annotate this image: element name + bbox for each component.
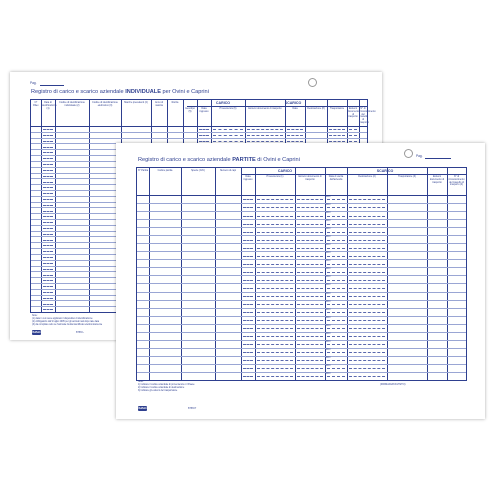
date-field[interactable] [43,298,53,299]
mo-label: M/O [326,299,331,303]
column-header: Trasportatore [329,107,345,110]
date-field[interactable] [327,256,345,257]
column-header: Estremi documento di trasporto [347,107,360,119]
column-header: N° Rilev. [33,101,39,107]
date-field[interactable] [43,193,53,194]
table-row [137,340,466,341]
date-field[interactable] [297,264,323,265]
notes [138,381,298,393]
date-field[interactable] [43,228,53,229]
date-field[interactable] [297,368,323,369]
punch-hole [308,78,317,87]
date-field[interactable] [243,240,253,241]
date-field[interactable] [257,264,293,265]
page-number-line [425,158,451,159]
column-header: Anno di nascita [154,101,164,107]
column-header: Data ingresso [243,175,253,181]
date-field[interactable] [243,199,253,200]
date-field[interactable] [327,312,345,313]
batch-register-sheet [116,143,485,419]
date-field[interactable] [297,304,323,305]
date-field[interactable] [349,360,385,361]
date-field[interactable] [297,352,323,353]
table-row [137,243,466,244]
date-field[interactable] [297,296,323,297]
date-field[interactable] [327,207,345,208]
brand-logo: Buffetti [138,407,147,410]
carico-group-label: CARICO [277,169,293,173]
date-field[interactable] [297,280,323,281]
page-label: Pag. [416,154,423,158]
date-field[interactable] [43,129,53,130]
date-field[interactable] [287,135,303,136]
date-field[interactable] [327,288,345,289]
date-field[interactable] [257,224,293,225]
table-row [137,259,466,260]
date-field[interactable] [43,292,53,293]
table-row [137,203,466,204]
date-field[interactable] [257,312,293,313]
date-field[interactable] [257,248,293,249]
date-field[interactable] [297,207,323,208]
date-field[interactable] [297,288,323,289]
note-line: 2) Indicare il codice aziendale di destinazione [138,386,185,389]
punch-hole [404,149,413,158]
date-field[interactable] [43,158,53,159]
date-field[interactable] [327,360,345,361]
date-field[interactable] [349,304,385,305]
date-field[interactable] [43,269,53,270]
date-field[interactable] [243,344,253,345]
date-field[interactable] [327,232,345,233]
date-field[interactable] [257,368,293,369]
mo-label: M/O [326,243,331,247]
mo-label: M/O [326,219,331,223]
date-field[interactable] [43,251,53,252]
date-field[interactable] [297,360,323,361]
date-field[interactable] [243,280,253,281]
date-field[interactable] [349,312,385,313]
column-header: Numero di capi [219,169,237,172]
date-field[interactable] [243,360,253,361]
table-row [137,316,466,317]
mo-label: M/O [326,259,331,263]
date-field[interactable] [327,272,345,273]
column-header: Provenienza (1) [266,175,284,178]
table-row [137,324,466,325]
date-field[interactable] [257,199,293,200]
date-field[interactable] [257,240,293,241]
date-field[interactable] [247,141,283,142]
date-field[interactable] [329,135,345,136]
date-field[interactable] [43,286,53,287]
table-row [31,138,367,139]
date-field[interactable] [349,135,357,136]
date-field[interactable] [243,207,253,208]
date-field[interactable] [327,376,345,377]
date-field[interactable] [43,199,53,200]
date-field[interactable] [43,187,53,188]
column-header: N° Partita [137,169,149,172]
date-field[interactable] [199,141,209,142]
date-field[interactable] [43,280,53,281]
note-line: 3) Indicare gli estremi del trasportatore [138,389,178,392]
mo-label: M/O [326,315,331,319]
date-field[interactable] [257,288,293,289]
brand-logo: Buffetti [32,331,41,334]
scarico-group-label: SCARICO [376,169,394,173]
note-line: (1) data in cui viene applicato il dispositivo di identificazione [32,317,93,320]
mo-label: M/O [326,307,331,311]
date-field[interactable] [243,248,253,249]
date-field[interactable] [43,222,53,223]
date-field[interactable] [349,368,385,369]
date-field[interactable] [257,360,293,361]
date-field[interactable] [243,216,253,217]
mo-label: M/O [326,195,331,198]
notes-label: Note: [138,381,144,383]
date-field[interactable] [327,199,345,200]
form-code: 8765 P [188,407,197,410]
table-row [137,219,466,220]
sheet-title: Registro di carico e scarico aziendale PARTITE di Ovini e Caprini [138,157,300,163]
column-header: Data di uscita dall'azienda [328,175,344,181]
mo-label: M/O [326,339,331,343]
date-field[interactable] [43,182,53,183]
date-field[interactable] [243,296,253,297]
mo-label: M/O [326,235,331,239]
date-field[interactable] [349,296,385,297]
date-field[interactable] [257,280,293,281]
date-field[interactable] [43,234,53,235]
date-field[interactable] [243,368,253,369]
note-line: 1) Indicare il codice aziendale di provenienza o il Paese [138,383,195,386]
sheet-title: Registro di carico e scarico aziendale INDIVIDUALE per Ovini e Caprini [31,89,209,95]
date-field[interactable] [297,320,323,321]
date-field[interactable] [243,312,253,313]
column-header: Marche precedenti (4) [124,101,148,104]
date-field[interactable] [257,320,293,321]
date-field[interactable] [43,240,53,241]
date-field[interactable] [287,129,303,130]
mo-label: M/O [326,267,331,271]
mo-label: M/O [326,203,331,207]
date-field[interactable] [327,368,345,369]
notes-label: Note: [32,315,38,317]
column-header: Data di identificazione (1) [41,101,57,110]
date-field[interactable] [257,352,293,353]
date-field[interactable] [327,240,345,241]
date-field[interactable] [257,304,293,305]
table-row [31,132,367,133]
scarico-group-label: SCARICO [284,101,302,105]
date-field[interactable] [349,264,385,265]
date-field[interactable] [43,216,53,217]
mo-label: M/O [326,291,331,295]
column-header: Data ingresso [199,107,209,113]
date-field[interactable] [297,232,323,233]
page-number-line [40,85,64,86]
column-header: N° di riconoscimento del macello di trasporto (4) [448,175,465,187]
date-field[interactable] [349,207,385,208]
note-line: (2) obbligatorio dal 9 luglio 2005 per gli animali nati dopo tale data [32,320,100,323]
table-row [137,356,466,357]
date-field[interactable] [297,224,323,225]
date-field[interactable] [349,272,385,273]
date-field[interactable] [297,240,323,241]
date-field[interactable] [349,352,385,353]
date-field[interactable] [297,216,323,217]
date-field[interactable] [297,272,323,273]
date-field[interactable] [297,312,323,313]
column-header: Codice di identificazione elettronico (3) [92,101,118,107]
date-field[interactable] [327,336,345,337]
table-row [137,332,466,333]
mo-label: M/O [326,227,331,231]
mo-label: M/O [326,211,331,215]
date-field[interactable] [327,320,345,321]
column-header: Provenienza (6) [219,107,237,110]
carico-group-label: CARICO [215,101,231,105]
table-row [137,308,466,309]
date-field[interactable] [43,263,53,264]
date-field[interactable] [327,352,345,353]
date-field[interactable] [349,129,357,130]
date-field[interactable] [349,240,385,241]
date-field[interactable] [243,288,253,289]
date-field[interactable] [287,141,303,142]
date-field[interactable] [243,352,253,353]
date-field[interactable] [243,328,253,329]
date-field[interactable] [349,336,385,337]
date-field[interactable] [43,309,53,310]
date-field[interactable] [349,216,385,217]
date-field[interactable] [327,280,345,281]
column-header: Estremi documento di trasporto [429,175,445,184]
column-header: Razza [171,101,179,104]
date-field[interactable] [243,256,253,257]
page-label: Pag. [30,81,37,85]
table-row [137,372,466,373]
column-header: Destinazione (2) [358,175,376,178]
column-header: N° di riconoscimento del macello di trasporto [359,107,376,124]
date-field[interactable] [297,376,323,377]
date-field[interactable] [199,129,209,130]
column-header: Genotipo (5) [185,107,195,113]
date-field[interactable] [43,147,53,148]
table-row [137,348,466,349]
table-row [137,364,466,365]
date-field[interactable] [257,376,293,377]
date-field[interactable] [297,199,323,200]
date-field[interactable] [213,129,243,130]
date-field[interactable] [327,344,345,345]
column-header: Estremi documento di trasporto [298,175,322,181]
table-row [137,267,466,268]
mo-label: M/O [326,275,331,279]
date-field[interactable] [297,328,323,329]
date-field[interactable] [329,129,345,130]
date-field[interactable] [349,224,385,225]
date-field[interactable] [349,288,385,289]
column-header: Specie (O/C) [191,169,205,172]
date-field[interactable] [43,135,53,136]
date-field[interactable] [43,176,53,177]
date-field[interactable] [243,336,253,337]
date-field[interactable] [327,296,345,297]
mo-label: M/O [326,347,331,351]
date-field[interactable] [349,141,357,142]
mo-label: M/O [326,283,331,287]
date-field[interactable] [349,376,385,377]
mo-label: M/O [326,363,331,367]
date-field[interactable] [257,272,293,273]
date-field[interactable] [327,264,345,265]
date-field[interactable] [349,256,385,257]
date-field[interactable] [257,336,293,337]
date-field[interactable] [43,141,53,142]
date-field[interactable] [43,170,53,171]
date-field[interactable] [43,152,53,153]
column-header: Trasportatore (3) [398,175,416,178]
date-field[interactable] [243,272,253,273]
date-field[interactable] [43,205,53,206]
date-field[interactable] [243,224,253,225]
date-field[interactable] [213,141,243,142]
table-row [137,211,466,212]
date-field[interactable] [327,304,345,305]
date-field[interactable] [243,376,253,377]
date-field[interactable] [327,248,345,249]
date-field[interactable] [43,304,53,305]
column-header: Destinazione (8) [307,107,325,110]
date-field[interactable] [257,344,293,345]
date-field[interactable] [329,141,345,142]
date-field[interactable] [247,129,283,130]
date-field[interactable] [349,232,385,233]
mo-label: M/O [326,355,331,359]
note-line: (3) da compilare solo se l'animale risulta identificato elettronicamente [32,323,103,326]
date-field[interactable] [213,135,243,136]
table-row [137,275,466,276]
date-field[interactable] [43,257,53,258]
date-field[interactable] [243,320,253,321]
mo-label: M/O [326,251,331,255]
date-field[interactable] [257,232,293,233]
date-field[interactable] [327,224,345,225]
table-row [137,227,466,228]
column-header: Estremi documento di trasporto [248,107,282,110]
table-row [137,292,466,293]
signature-label: (FIRMA/DATA/VISTO) [380,383,406,386]
mo-label: M/O [326,371,331,375]
date-field[interactable] [327,328,345,329]
date-field[interactable] [349,320,385,321]
form-code: 8765 L [76,331,84,334]
date-field[interactable] [297,344,323,345]
table-row [137,300,466,301]
date-field[interactable] [243,304,253,305]
mo-label: M/O [326,331,331,335]
date-field[interactable] [297,256,323,257]
column-header: Codice di identificazione individuale (2) [59,101,85,107]
date-field[interactable] [43,211,53,212]
date-field[interactable] [297,336,323,337]
date-field[interactable] [257,207,293,208]
date-field[interactable] [43,275,53,276]
date-field[interactable] [243,264,253,265]
column-header: Codice partita [157,169,173,172]
table-row [137,235,466,236]
date-field[interactable] [349,328,385,329]
date-field[interactable] [297,248,323,249]
date-field[interactable] [43,164,53,165]
table-row [137,251,466,252]
date-field[interactable] [257,328,293,329]
date-field[interactable] [257,216,293,217]
date-field[interactable] [257,296,293,297]
table-row [137,283,466,284]
register-table [136,167,467,381]
column-header: Data [292,107,298,110]
mo-label: M/O [326,323,331,327]
date-field[interactable] [243,232,253,233]
date-field[interactable] [349,344,385,345]
date-field[interactable] [199,135,209,136]
date-field[interactable] [247,135,283,136]
date-field[interactable] [349,248,385,249]
date-field[interactable] [327,216,345,217]
date-field[interactable] [349,199,385,200]
date-field[interactable] [349,280,385,281]
date-field[interactable] [257,256,293,257]
date-field[interactable] [43,245,53,246]
